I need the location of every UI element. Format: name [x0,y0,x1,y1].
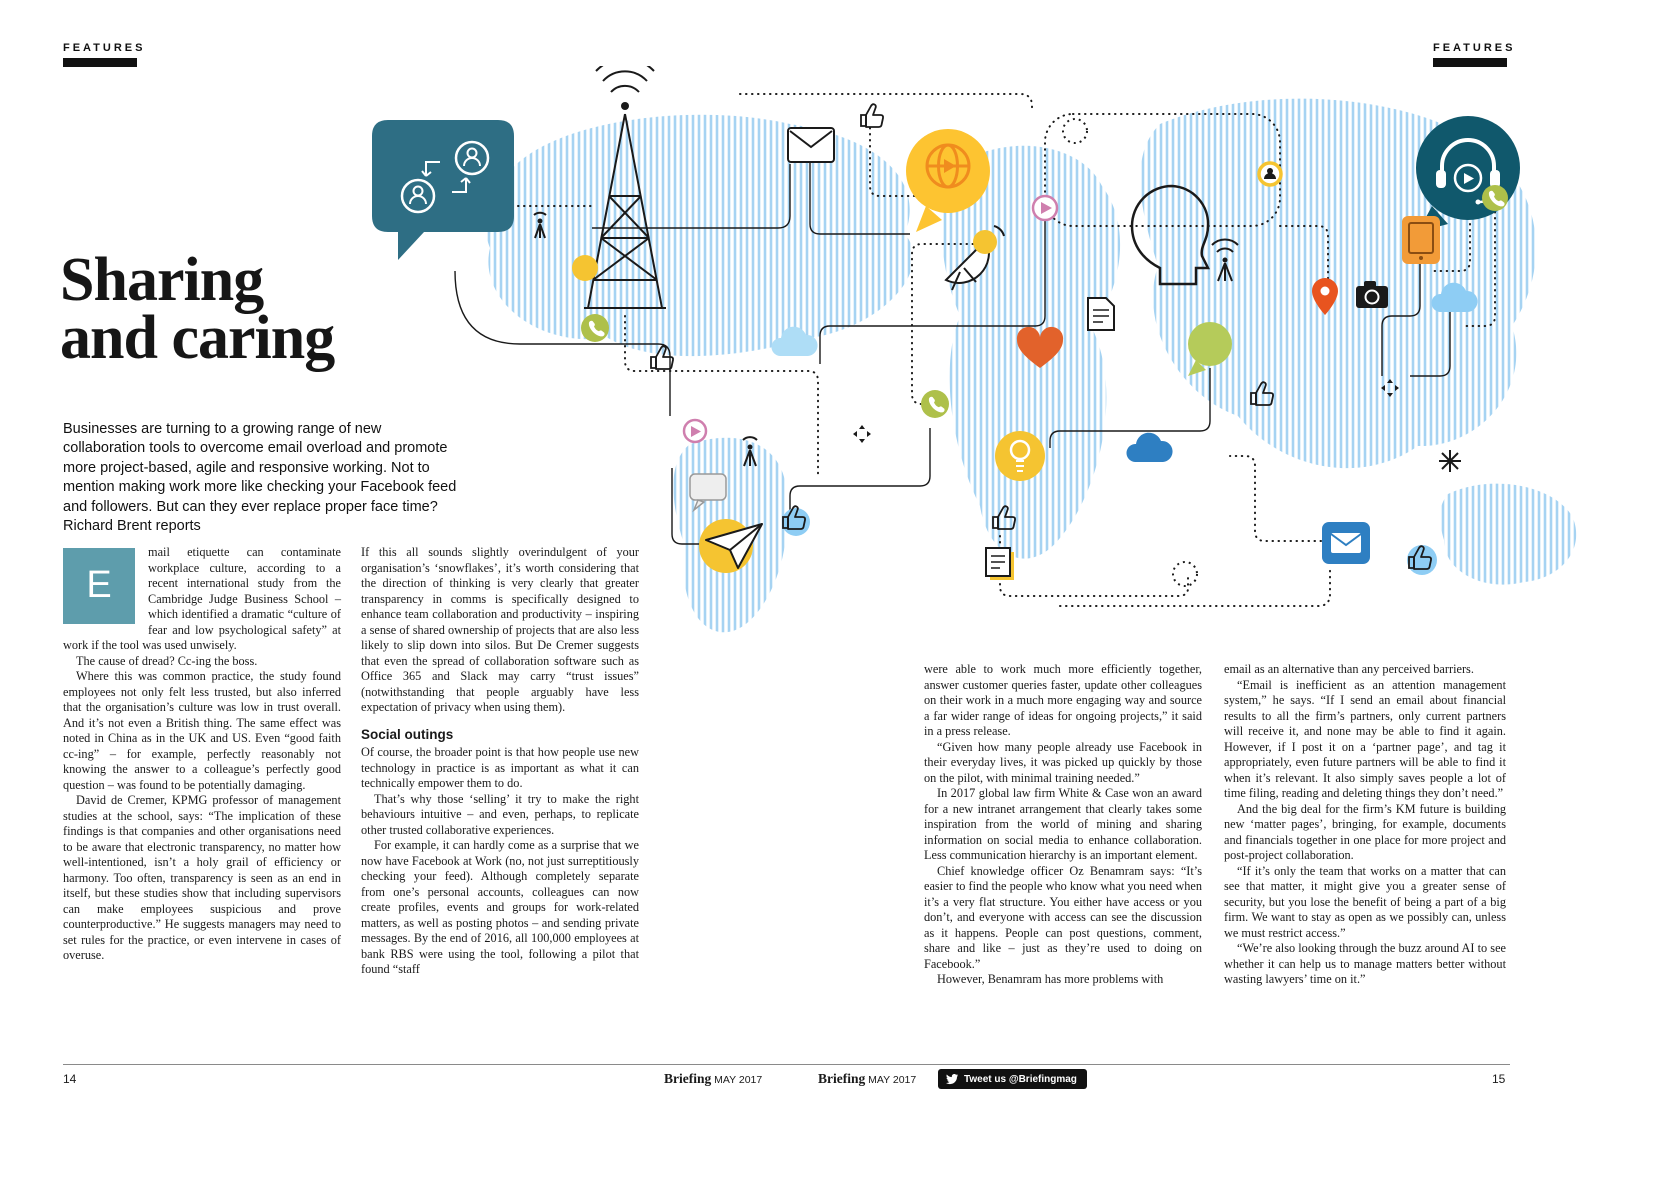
note-icon [986,548,1014,580]
title-line-1: Sharing [60,246,264,314]
yellow-dot-icon [973,230,997,254]
paragraph: The cause of dread? Cc-ing the boss. [76,653,258,668]
tablet-icon [1402,216,1440,264]
thumbs-up-icon [861,104,883,127]
paragraph: were able to work much more efficiently together, answer customer queries faster, update other colleagues on their work in a much more engaging way and source a far wider range of ideas for ongoing projects,” it said in a press release. [924,662,1202,738]
play-button-icon [1033,196,1057,220]
page-number-right: 15 [1492,1072,1506,1086]
section-label-left: FEATURES [63,42,146,54]
paragraph: Chief knowledge officer Oz Benamram says: “It’s easier to find the people who know what you need when it’s a very flat structure. You either have access or you don’t, and everyone with access can see the discussion as it happens. People can post questions, comment, share and like – just as they’re used to doing on Facebook.” [924,863,1202,971]
paragraph: “If it’s only the team that works on a matter that can see that matter, it might give you a greater sense of security, but you lose the benefit of being a part of a big firm. We want to stay as open as we possibly can, unless we must restrict access.” [1224,863,1506,940]
phone-call-icon [1482,185,1508,211]
sparkle-icon [1439,450,1461,472]
dropcap: E [63,548,135,624]
tweet-us-pill [938,1069,1087,1089]
standfirst: Businesses are turning to a growing range of new collaboration tools to overcome email overload and promote more project-based, agile and responsive working. Not to mention making work more like checking your Facebook feed and followers. But can they ever replace proper face time? Richard Brent reports [63,421,457,535]
person-badge-icon [1259,163,1281,185]
paragraph: For example, it can hardly come as a surprise that we now have Facebook at Work (no, not just surreptitiously checking your feed). Although completely separate from one’s personal accounts, colleagues can now create profiles, events and groups for work-related matters, as well as posting photos – and sending private messages. By the end of 2016, all 100,000 employees at bank RBS were using the tool, following a pilot that found “staff [361,838,639,976]
paragraph: “We’re also looking through the buzz around AI to see whether it can help us to manage matters better without wasting lawyers’ time on it.” [1224,941,1506,986]
issue-date: MAY 2017 [868,1074,917,1086]
brand-logotype: Briefing [664,1071,712,1086]
cloud-icon [1126,433,1172,462]
twitter-icon [946,1073,958,1085]
paragraph: email as an alternative than any perceived barriers. [1224,662,1474,676]
body-column-4 [1224,662,1506,988]
subhead-social-outings: Social outings [361,726,454,742]
paragraph: However, Benamram has more problems with [937,972,1164,986]
paragraph: If this all sounds slightly overindulgent of your organisation’s ‘snowflakes’, it’s worth considering that the direction of thinking is very clearly that greater transparency in comms is specifically designed to enhance team collaboration and productivity – inspiring a sense of shared ownership of projects that are also less likely to slip down into silos. But De Cremer suggests that even the spread of collaboration software such as Office 365 and Slack may carry “trust issues” (notwithstanding that people arguably have less expectation of privacy when using them). [361,545,639,714]
paragraph: mail etiquette can contaminate workplace culture, according to a recent international study from the Cambridge Judge Business School – which identified a dramatic “culture of fear and low psychological safety” at work if the tool was used unwisely. [63,545,341,652]
thumb-bg [1407,545,1437,575]
play-button-icon [684,420,706,442]
title-line-2: and caring [60,303,335,372]
section-rule-left [63,58,137,67]
document-icon [1088,298,1114,330]
phone-call-icon [581,314,609,342]
lightbulb-icon [995,431,1045,481]
body-column-3 [924,662,1202,988]
paragraph: And the big deal for the firm’s KM future is building new ‘matter pages’, bringing, for example, documents and financials together in one place for more project and post-project collaboration. [1224,801,1506,862]
mail-box-icon [1322,522,1370,564]
tweet-label: Tweet us @Briefingmag [964,1073,1077,1085]
brand-logotype: Briefing [818,1071,866,1086]
dotted-circle-icon [1173,562,1197,586]
dotted-circle-icon [1063,119,1087,143]
phone-call-icon [921,390,949,418]
footer-credit-left [664,1071,762,1087]
paragraph: David de Cremer, KPMG professor of management studies at the school, says: “The implication of these findings is that companies and other organisations need to be aware that electronic transparency, no matter how well-intentioned, isn’t a holy grail of efficiency or harmony. Too often, transparency is seen as an end in itself, but these studies show that including supervisors can make employees suspicious and prove counterproductive.” He suggests managers may need to set rules for the practice, or even intervene in cases of overuse. [63,793,341,962]
paragraph: “Given how many people already use Facebook in their everyday lives, it was picked up quickly by those on the pilot, with minimal training needed.” [924,739,1202,785]
yellow-dot-icon [572,255,598,281]
paragraph: “Email is inefficient as an attention management system,” he says. “If I send an email about financial results to all the firm’s partners, only current partners will receive it, and none may be able to find it again. However, if I post it on a ‘partner page’, and tag it appropriately, even future partners will be able to find it when it’s relevant. It also simply saves people a lot of time filing, reading and deleting things they don’t need.” [1224,677,1506,800]
issue-date: MAY 2017 [714,1074,763,1086]
paragraph: Where this was common practice, the study found employees not only felt less trusted, but also inferred that the organisation’s culture was low in trust overall. And it’s not even a British thing. The same effect was noted in China as in the UK and US. Even “good faith cc-ing” – for example, perfectly reasonably not knowing the answer to a colleague’s perfectly good question – was found to be potentially damaging. [63,669,341,792]
section-label-right: FEATURES [1433,42,1516,54]
compass-arrows-icon [853,425,871,443]
body-column-1 [63,545,341,964]
paragraph: That’s why those ‘selling’ it try to make the right behaviours intuitive – and even, perhaps, to replicate other trusted collaborative experiences. [361,791,639,837]
paragraph: Of course, the broader point is that how people use new technology in practice is as important as what it can technically empower them to do. [361,745,639,790]
body-column-2 [361,545,639,978]
footer-rule [63,1064,1510,1065]
article-title [60,246,335,372]
page-number-left: 14 [63,1072,77,1086]
email-envelope-icon [788,128,834,162]
footer-credit-right [818,1071,916,1087]
paragraph: In 2017 global law firm White & Case won an award for a new intranet arrangement that clearly takes some inspiration from the world of mining and sharing information on social media to enhance collaboration. Less communication hierarchy is an important element. [924,786,1202,862]
